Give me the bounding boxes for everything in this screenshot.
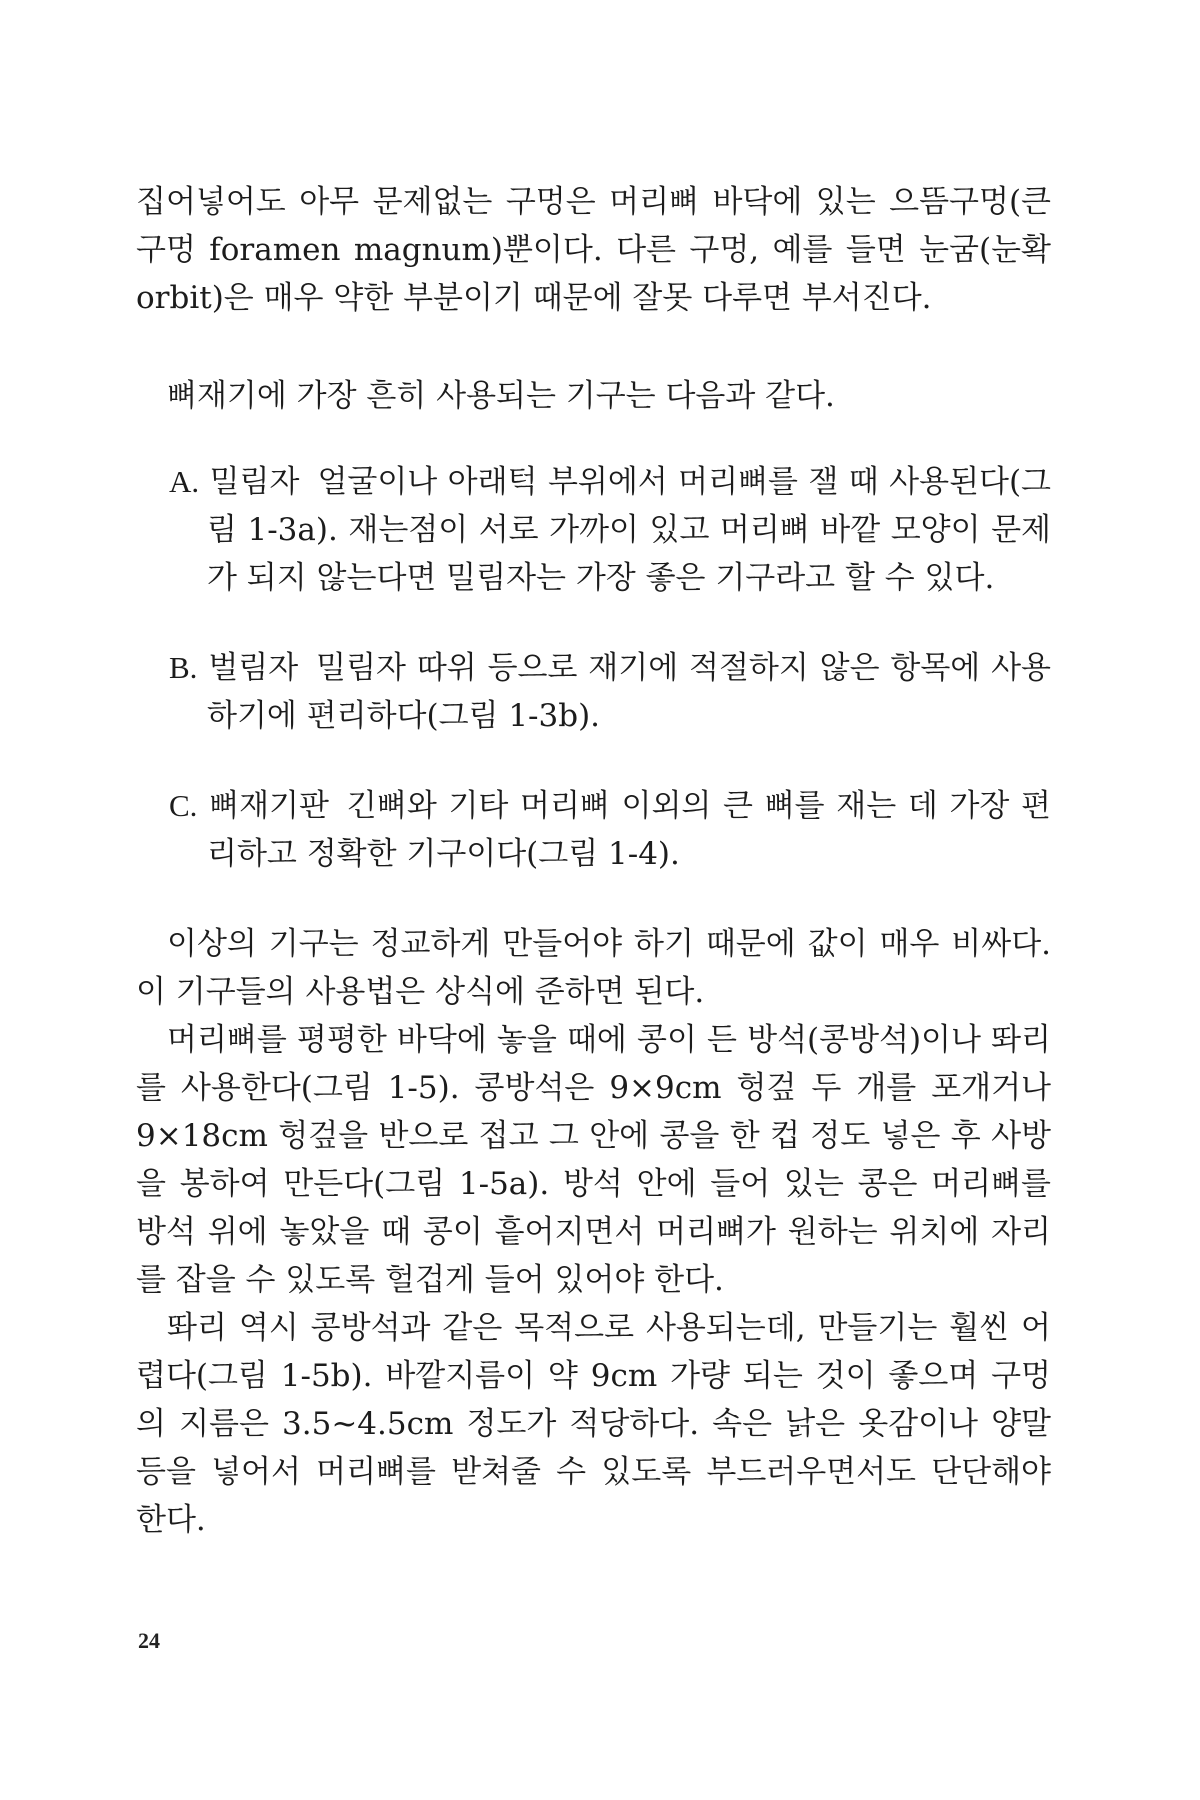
page-body <box>136 178 1051 1544</box>
list-marker: C. <box>169 788 198 823</box>
intro-paragraph: 집어넣어도 아무 문제없는 구멍은 머리뼈 바닥에 있는 으뜸구멍(큰구멍 foramen magnum)뿐이다. 다른 구멍, 예를 들면 눈굼(눈확 orbit)은 매우 약한 부분이기 때문에 잘못 다루면 부서진다. <box>136 184 1051 316</box>
tool-item-calipers <box>169 458 1051 602</box>
page-number: 24 <box>138 1628 160 1653</box>
tool-item-osteometric-board <box>169 782 1051 878</box>
tool-description: 얼굴이나 아래턱 부위에서 머리뼈를 잴 때 사용된다(그림 1-3a). 재는점이 서로 가까이 있고 머리뼈 바깥 모양이 문제가 되지 않는다면 밀림자는 가장 좋은 기구라고 할 수 있다. <box>207 464 1052 596</box>
tools-lead-paragraph: 뼈재기에 가장 흔히 사용되는 기구는 다음과 같다. <box>167 378 835 414</box>
tool-term: 밀림자 <box>209 464 300 500</box>
precision-paragraph: 이상의 기구는 정교하게 만들어야 하기 때문에 값이 매우 비싸다. 이 기구들의 사용법은 상식에 준하면 된다. <box>136 926 1051 1010</box>
list-marker: A. <box>169 464 200 499</box>
tool-item-spreading-calipers <box>169 644 1051 740</box>
tool-term: 뼈재기판 <box>209 788 329 824</box>
bean-bag-paragraph: 머리뼈를 평평한 바닥에 놓을 때에 콩이 든 방석(콩방석)이나 똬리를 사용한다(그림 1-5). 콩방석은 9×9cm 헝겊 두 개를 포개거나 9×18cm 헝겊을 반으로 접고 그 안에 콩을 한 컵 정도 넣은 후 사방을 봉하여 만든다(그림 1-5a). 방석 안에 들어 있는 콩은 머리뼈를 방석 위에 놓았을 때 콩이 흩어지면서 머리뼈가 원하는 위치에 자리를 잡을 수 있도록 헐겁게 들어 있어야 한다. <box>136 1022 1051 1298</box>
list-marker: B. <box>169 650 198 685</box>
tool-term: 벌림자 <box>208 650 299 686</box>
ring-paragraph: 똬리 역시 콩방석과 같은 목적으로 사용되는데, 만들기는 훨씬 어렵다(그림 1-5b). 바깥지름이 약 9cm 가량 되는 것이 좋으며 구멍의 지름은 3.5~4.5cm 정도가 적당하다. 속은 낡은 옷감이나 양말 등을 넣어서 머리뼈를 받쳐줄 수 있도록 부드러우면서도 단단해야 한다. <box>136 1310 1051 1538</box>
tool-description: 긴뼈와 기타 머리뼈 이외의 큰 뼈를 재는 데 가장 편리하고 정확한 기구이다(그림 1-4). <box>207 788 1051 872</box>
tool-description: 밀림자 따위 등으로 재기에 적절하지 않은 항목에 사용하기에 편리하다(그림 1-3b). <box>207 650 1051 734</box>
